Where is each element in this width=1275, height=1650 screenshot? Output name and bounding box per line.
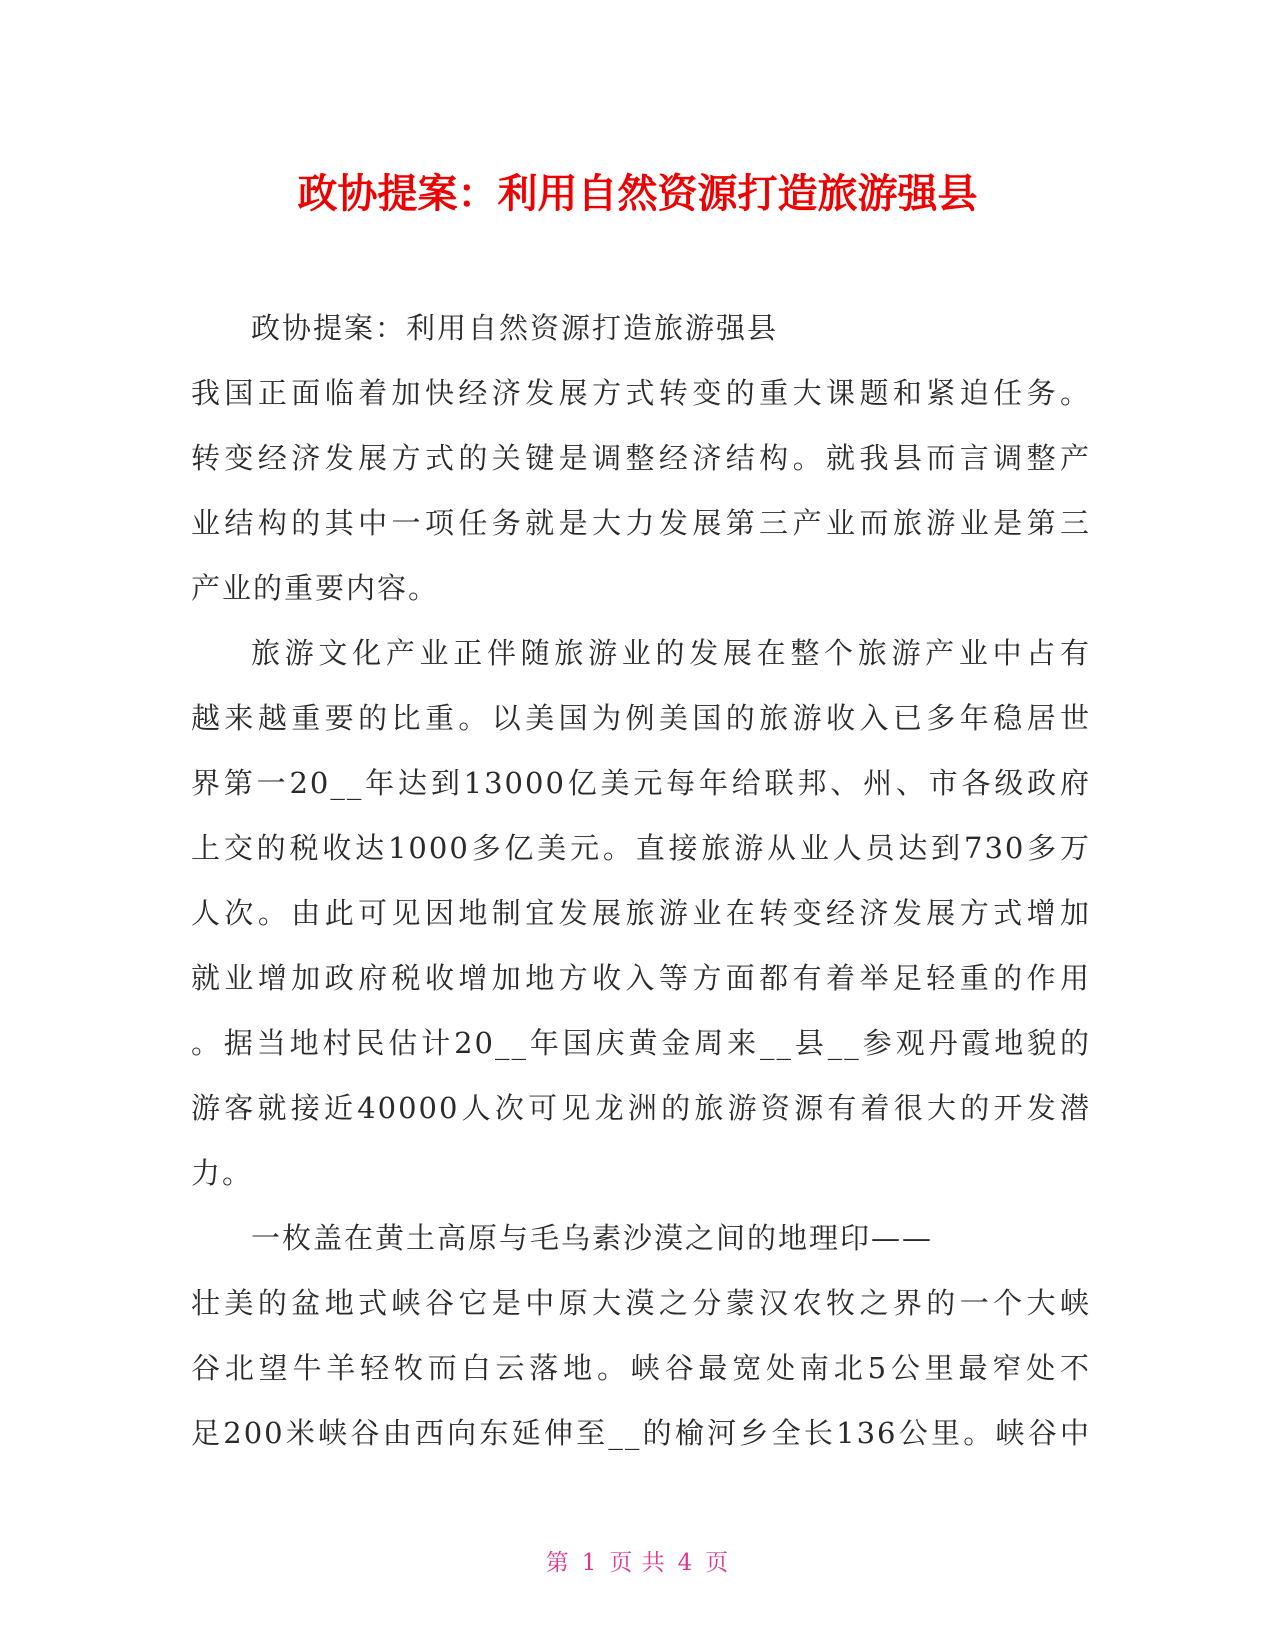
body-line: 越来越重要的比重。以美国为例美国的旅游收入已多年稳居世 bbox=[191, 701, 1091, 735]
footer-prefix: 第 bbox=[545, 1550, 570, 1576]
document-body bbox=[191, 296, 1091, 1466]
body-line: 。据当地村民估计20__年国庆黄金周来__县__参观丹霞地貌的 bbox=[191, 1026, 1091, 1060]
body-line: 一枚盖在黄土高原与毛乌素沙漠之间的地理印—— bbox=[251, 1221, 934, 1255]
body-line: 上交的税收达1000多亿美元。直接旅游从业人员达到730多万 bbox=[191, 831, 1091, 865]
body-line: 业结构的其中一项任务就是大力发展第三产业而旅游业是第三 bbox=[191, 506, 1091, 540]
body-line: 壮美的盆地式峡谷它是中原大漠之分蒙汉农牧之界的一个大峡 bbox=[191, 1286, 1091, 1320]
body-line: 就业增加政府税收增加地方收入等方面都有着举足轻重的作用 bbox=[191, 961, 1091, 995]
body-line: 转变经济发展方式的关键是调整经济结构。就我县而言调整产 bbox=[191, 441, 1091, 475]
body-line: 政协提案：利用自然资源打造旅游强县 bbox=[251, 311, 779, 345]
body-line: 谷北望牛羊轻牧而白云落地。峡谷最宽处南北5公里最窄处不 bbox=[191, 1351, 1091, 1385]
page-footer bbox=[0, 1548, 1275, 1578]
footer-middle: 页 共 bbox=[609, 1550, 666, 1576]
body-line: 我国正面临着加快经济发展方式转变的重大课题和紧迫任务。 bbox=[191, 376, 1091, 410]
footer-suffix: 页 bbox=[705, 1550, 730, 1576]
document-title: 政协提案：利用自然资源打造旅游强县 bbox=[297, 171, 978, 217]
body-line: 足200米峡谷由西向东延伸至__的榆河乡全长136公里。峡谷中 bbox=[191, 1416, 1091, 1450]
body-line: 界第一20__年达到13000亿美元每年给联邦、州、市各级政府 bbox=[191, 766, 1091, 800]
body-line: 旅游文化产业正伴随旅游业的发展在整个旅游产业中占有 bbox=[251, 636, 1091, 670]
body-line: 游客就接近40000人次可见龙洲的旅游资源有着很大的开发潜 bbox=[191, 1091, 1091, 1125]
body-line: 产业的重要内容。 bbox=[191, 571, 440, 605]
footer-page-number: 1 bbox=[581, 1550, 598, 1576]
body-line: 力。 bbox=[191, 1156, 254, 1190]
body-line: 人次。由此可见因地制宜发展旅游业在转变经济发展方式增加 bbox=[191, 896, 1091, 930]
footer-total-pages: 4 bbox=[677, 1550, 694, 1576]
